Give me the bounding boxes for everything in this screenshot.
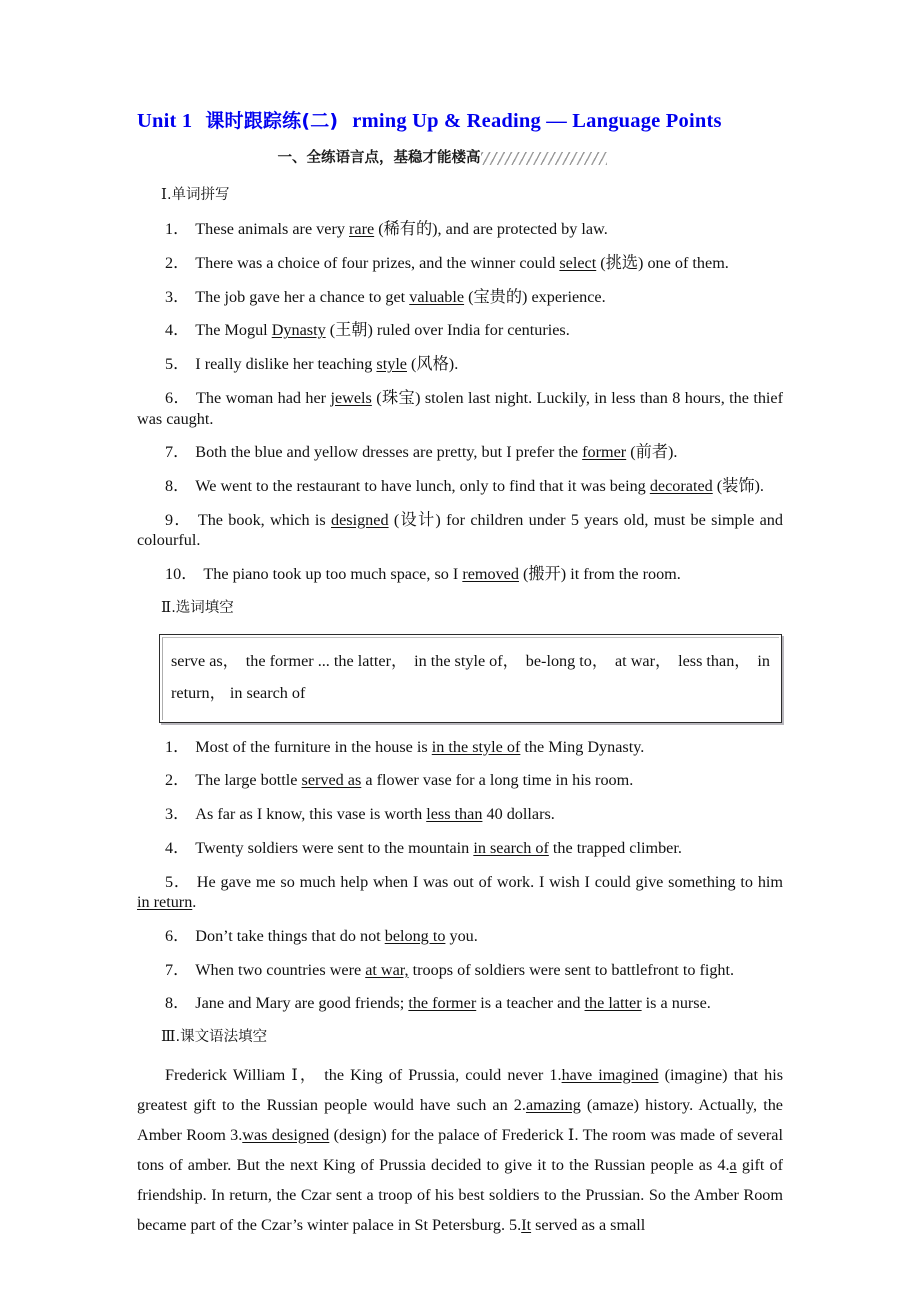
list-item	[137, 551, 783, 585]
grammar-passage	[137, 1048, 783, 1241]
item-text-post: .	[192, 893, 197, 912]
word-bank-entry: in	[757, 652, 770, 671]
list-item	[137, 757, 783, 791]
list-item	[137, 723, 783, 758]
list-item	[137, 341, 783, 375]
item-answer: select	[559, 253, 597, 272]
item-number: 3．	[165, 805, 190, 824]
word-bank-entry: in the style of，	[414, 652, 519, 671]
item-text-post: a flower vase for a long time in his room.	[361, 771, 634, 790]
page-content	[137, 0, 783, 1241]
word-bank-wrapper	[137, 634, 783, 722]
item-number: 4．	[165, 838, 190, 857]
passage-part-3: (amaze) history. Actually, the Amber Room 3.	[137, 1095, 783, 1144]
item-number: 2．	[165, 771, 190, 790]
item-text-post: troops of soldiers were sent to battlefront to fight.	[408, 960, 735, 979]
item-text-pre: I really dislike her teaching	[195, 355, 377, 374]
item-text-pre: Don’t take things that do not	[195, 927, 385, 945]
item-text-post: the trapped climber.	[548, 838, 682, 857]
list-item	[137, 947, 783, 981]
item-text-post: (风格).	[407, 355, 459, 374]
list-item	[137, 274, 783, 308]
item-text-pre: Twenty soldiers were sent to the mountain	[195, 838, 474, 857]
item-text-pre: When two countries were	[195, 960, 366, 979]
word-bank-entry: at war，	[614, 652, 672, 671]
list-item	[137, 240, 783, 274]
item-text-mid: is a teacher and	[476, 994, 585, 1013]
item-number: 5．	[165, 355, 190, 374]
item-answer: rare	[349, 220, 375, 239]
word-bank-box	[159, 634, 782, 722]
list-item	[137, 980, 783, 1014]
word-bank-entry: serve as，	[171, 652, 239, 671]
subheading-wordbank-label: .选词填空	[171, 599, 234, 616]
item-text-post: (搬开) it from the room.	[518, 565, 681, 584]
subheading-wordbank	[137, 599, 783, 619]
item-answer: removed	[462, 565, 519, 584]
passage-part-2: (imagine) that his greatest gift to the Russian people would have such an 2.	[137, 1065, 784, 1114]
item-answer: at war,	[365, 960, 409, 979]
item-text-pre: The book, which is	[197, 510, 332, 529]
item-text-pre: We went to the restaurant to have lunch, only to find that it was being	[195, 476, 650, 495]
passage-answer-4: a	[729, 1155, 737, 1174]
list-item	[137, 791, 783, 825]
item-answer: served as	[301, 771, 362, 790]
list-item	[137, 375, 783, 429]
item-text-post: 40 dollars.	[482, 805, 555, 824]
item-answer: Dynasty	[271, 321, 326, 340]
word-bank-entry: less than，	[678, 652, 751, 671]
word-bank-entry: be-long to，	[525, 652, 609, 671]
item-text-post: (王朝) ruled over India for centuries.	[325, 321, 570, 340]
item-text-post: (装饰).	[712, 476, 764, 495]
passage-answer-2: amazing	[525, 1095, 581, 1114]
item-text-pre: As far as I know, this vase is worth	[195, 805, 427, 824]
list-item	[137, 205, 783, 240]
item-answer: former	[582, 443, 627, 462]
passage-answer-5: It	[521, 1215, 532, 1234]
item-number: 4．	[165, 321, 190, 340]
item-text-post: (稀有的), and are protected by law.	[374, 220, 608, 239]
list-item	[137, 307, 783, 341]
passage-part-5: gift of friendship. In return, the Czar sent a troop of his best soldiers to the Prussian. So the Amber Room became part of the Czar’s winter palace in St Petersburg. 5.	[137, 1155, 783, 1234]
item-number: 9．	[165, 510, 192, 529]
item-answer: less than	[426, 805, 483, 824]
item-answer: style	[376, 355, 407, 374]
title-rest: rming Up & Reading — Language Points	[352, 110, 722, 132]
item-text-pre: The piano took up too much space, so I	[203, 565, 463, 584]
item-number: 7．	[165, 443, 190, 462]
item-text-pre: The large bottle	[195, 771, 302, 790]
word-bank-entry: the former ... the latter，	[245, 652, 408, 671]
list-item	[137, 429, 783, 463]
item-answer: designed	[331, 510, 389, 529]
subheading-grammar	[137, 1028, 783, 1048]
item-text-pre: He gave me so much help when I was out of work. I wish I could give something to him	[196, 872, 783, 891]
title-chinese: 课时跟踪练(二)	[205, 110, 339, 132]
item-text-pre: There was a choice of four prizes, and the winner could	[195, 253, 560, 272]
item-number: 6．	[165, 388, 190, 407]
item-answer: valuable	[409, 287, 465, 306]
item-answer: in return	[137, 893, 193, 912]
item-number: 5．	[165, 872, 191, 891]
item-text-post: you.	[445, 927, 478, 945]
list-item	[137, 463, 783, 497]
section-banner-label: 一、全练语言点，基稳才能楼高	[277, 149, 481, 166]
item-text-pre: The woman had her	[196, 388, 331, 407]
item-text-pre: Most of the furniture in the house is	[195, 737, 432, 756]
item-answer: in search of	[473, 838, 549, 857]
item-answer-2: the latter	[584, 994, 642, 1013]
passage-answer-1: have imagined	[561, 1065, 659, 1084]
word-bank-line-2: return， in search of	[171, 684, 306, 702]
item-answer: in the style of	[431, 737, 521, 756]
item-number: 7．	[165, 960, 190, 979]
roman-numeral-3: Ⅲ	[161, 1029, 176, 1046]
title-unit: Unit 1	[137, 110, 193, 132]
list-item	[137, 913, 783, 947]
passage-part-6: served as a small	[531, 1215, 646, 1234]
subheading-grammar-label: .课文语法填空	[175, 1029, 268, 1046]
item-text-post: is a nurse.	[641, 994, 711, 1013]
item-text-pre: These animals are very	[195, 220, 349, 239]
passage-part-4: (design) for the palace of Frederick Ⅰ. The room was made of several tons of amber. But the next King of Prussia decided to give it to the Russian people as 4.	[137, 1125, 783, 1174]
item-text-post: (珠宝) stolen last night. Luckily, in less than 8 hours, the thief was caught.	[137, 388, 784, 428]
subheading-spelling	[137, 186, 783, 206]
item-text-post: the Ming Dynasty.	[520, 737, 645, 756]
item-text-pre: The job gave her a chance to get	[195, 287, 410, 306]
item-number: 1．	[165, 737, 190, 756]
item-text-post: (设计) for children under 5 years old, must be simple and colourful.	[137, 510, 783, 550]
item-number: 10．	[165, 565, 198, 584]
word-bank-line-1	[171, 646, 770, 678]
diagonal-hatch-icon	[481, 152, 607, 165]
item-text-pre: The Mogul	[195, 321, 272, 340]
list-item	[137, 497, 783, 551]
item-number: 1．	[165, 220, 190, 239]
item-number: 6．	[165, 927, 190, 945]
item-text-post: (宝贵的) experience.	[464, 287, 606, 306]
item-answer: the former	[408, 994, 477, 1013]
item-answer: decorated	[649, 476, 713, 495]
subheading-spelling-label: .单词拼写	[166, 186, 230, 203]
item-number: 3．	[165, 287, 190, 306]
item-number: 2．	[165, 253, 190, 272]
section-banner	[137, 150, 783, 172]
item-answer: belong to	[384, 927, 446, 945]
item-text-post: (挑选) one of them.	[596, 253, 729, 272]
item-number: 8．	[165, 476, 190, 495]
passage-answer-3: was designed	[242, 1125, 330, 1144]
page-title	[137, 0, 783, 134]
item-number: 8．	[165, 994, 190, 1013]
item-answer: jewels	[330, 388, 372, 407]
roman-numeral-2: Ⅱ	[161, 599, 172, 616]
list-item	[137, 859, 783, 913]
passage-part-1: Frederick William Ⅰ， the King of Prussia, could never 1.	[165, 1065, 562, 1084]
item-text-post: (前者).	[626, 443, 678, 462]
item-text-pre: Jane and Mary are good friends;	[195, 994, 409, 1013]
list-item	[137, 825, 783, 859]
roman-numeral-1: Ⅰ	[161, 186, 167, 203]
item-text-pre: Both the blue and yellow dresses are pretty, but I prefer the	[195, 443, 583, 462]
